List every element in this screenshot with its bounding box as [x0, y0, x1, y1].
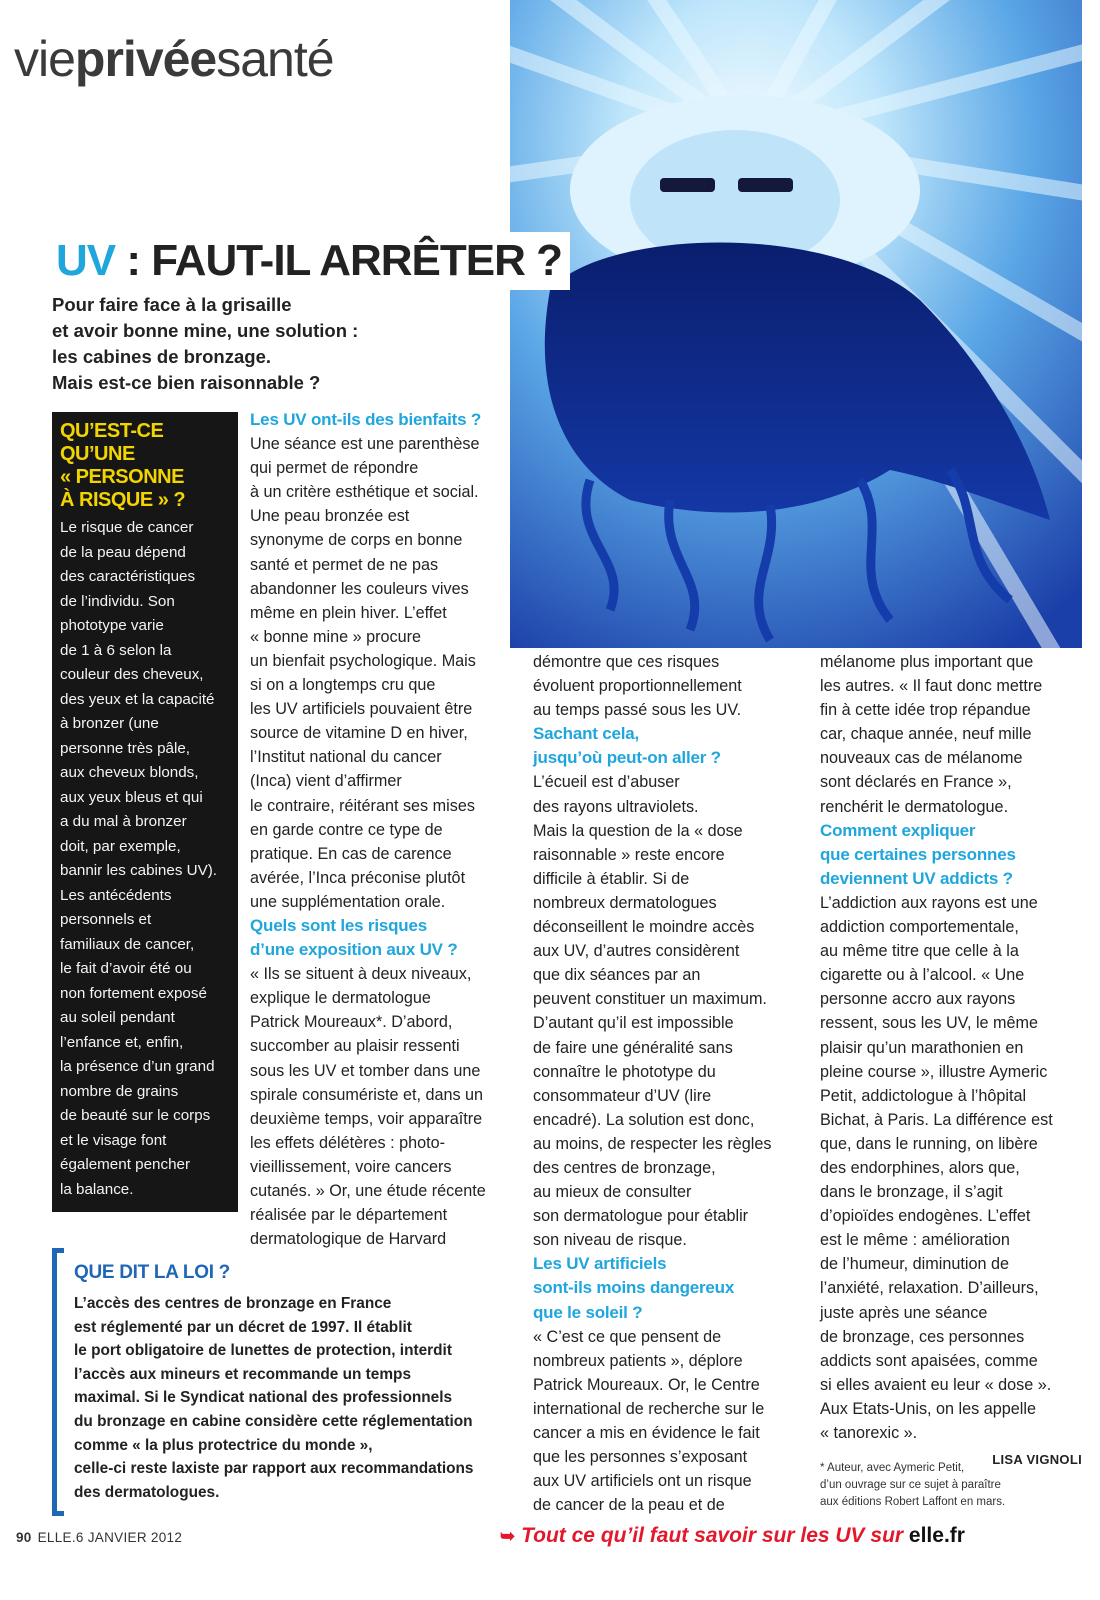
body-text-line: dans le bronzage, il s’agit	[820, 1183, 1003, 1202]
body-text-line: explique le dermatologue	[250, 989, 431, 1008]
headline-uv: UV	[56, 236, 116, 285]
body-text-line: l’anxiété, relaxation. D’ailleurs,	[820, 1279, 1039, 1298]
text-line: phototype varie	[60, 617, 164, 634]
body-text-line: les UV artificiels pouvaient être	[250, 700, 473, 719]
text-line: comme « la plus protectrice du monde »,	[74, 1436, 373, 1454]
body-text-line: Une séance est une parenthèse	[250, 435, 480, 454]
body-text-line: qui permet de répondre	[250, 459, 419, 478]
website-promo[interactable]	[500, 1524, 965, 1548]
body-text-line: de faire une généralité sans	[533, 1038, 733, 1057]
body-text-line: à un critère esthétique et social.	[250, 483, 479, 502]
arrow-icon: ➥	[500, 1526, 516, 1546]
body-text-line: source de vitamine D en hiver,	[250, 724, 468, 743]
body-text-line: fin à cette idée trop répandue	[820, 701, 1031, 720]
question-heading-line: jusqu’où peut-on aller ?	[533, 748, 721, 768]
body-text-line: peuvent constituer un maximum.	[533, 990, 767, 1009]
sidebar-title	[60, 420, 230, 512]
page-number: 90	[16, 1530, 32, 1545]
text-line: la présence d’un grand	[60, 1058, 215, 1075]
sidebar-title-line: QU’UNE	[60, 443, 135, 465]
question-heading-line: Les UV artificiels	[533, 1254, 667, 1274]
sidebar-title-line: À RISQUE » ?	[60, 489, 186, 511]
body-text-line: en garde contre ce type de	[250, 820, 443, 839]
text-line: des yeux et la capacité	[60, 690, 215, 708]
body-text-line: une supplémentation orale.	[250, 892, 446, 911]
body-text-line: le contraire, réitérant ses mises	[250, 796, 475, 815]
body-text-line: « tanorexic ».	[820, 1424, 918, 1442]
body-text-line: sont déclarés en France »,	[820, 773, 1012, 792]
text-line: maximal. Si le Syndicat national des professionnels	[74, 1389, 453, 1407]
article-column-2	[533, 650, 803, 1517]
text-line: de 1 à 6 selon la	[60, 641, 172, 659]
text-line: doit, par exemple,	[60, 837, 181, 855]
law-box-body	[74, 1292, 473, 1504]
page-folio	[16, 1530, 182, 1545]
footnote-line: * Auteur, avec Aymeric Petit,	[820, 1462, 965, 1474]
text-line: bannir les cabines UV).	[60, 862, 218, 879]
footnote	[820, 1460, 1082, 1511]
text-line: et le visage font	[60, 1131, 167, 1149]
text-line: la balance.	[60, 1180, 134, 1198]
body-text-line: au moins, de respecter les règles	[533, 1134, 772, 1153]
question-heading-line: Sachant cela,	[533, 724, 640, 744]
body-text-line: addiction comportementale,	[820, 918, 1019, 937]
body-text-line: son dermatologue pour établir	[533, 1207, 749, 1226]
body-text-line: Patrick Moureaux. Or, le Centre	[533, 1375, 760, 1394]
body-text-line: des endorphines, alors que,	[820, 1158, 1020, 1177]
text-line: l’enfance et, enfin,	[60, 1033, 184, 1051]
body-text-line: abandonner les couleurs vives	[250, 579, 469, 598]
sidebar-title-line: QU’EST-CE	[60, 420, 164, 442]
risk-person-sidebar	[52, 412, 238, 1212]
text-line: est réglementé par un décret de 1997. Il établit	[74, 1318, 412, 1336]
body-text-line: démontre que ces risques	[533, 653, 720, 671]
body-text-line: au mieux de consulter	[533, 1183, 692, 1202]
text-line: aux yeux bleus et qui	[60, 788, 203, 806]
body-text-line: « C’est ce que pensent de	[533, 1327, 722, 1346]
law-box	[52, 1248, 492, 1516]
body-text-line: les effets délétères : photo-	[250, 1133, 445, 1152]
body-text-line: Petit, addictologue à l’hôpital	[820, 1086, 1027, 1105]
question-heading-line: Les UV ont-ils des bienfaits ?	[250, 410, 482, 429]
body-text-line: l’Institut national du cancer	[250, 748, 442, 767]
rubric-part-privee: privée	[74, 31, 217, 87]
body-text-line: « Ils se situent à deux niveaux,	[250, 965, 472, 984]
sidebar-title-line: « PERSONNE	[60, 466, 184, 488]
footnote-line: d’un ouvrage sur ce sujet à paraître	[820, 1479, 1001, 1491]
text-line: L’accès des centres de bronzage en France	[74, 1295, 392, 1312]
body-text-line: réalisée par le département	[250, 1206, 448, 1225]
body-text-line: les autres. « Il faut donc mettre	[820, 677, 1043, 696]
text-line: de l’individu. Son	[60, 592, 175, 610]
body-text-line: cigarette ou à l’alcool. « Une	[820, 966, 1025, 985]
body-text-line: spirale consumériste et, dans un	[250, 1085, 484, 1104]
body-text-line: nouveaux cas de mélanome	[820, 749, 1023, 768]
body-text-line: un bienfait psychologique. Mais	[250, 651, 476, 670]
standfirst-line: et avoir bonne mine, une solution :	[52, 320, 359, 341]
body-text-line: Une peau bronzée est	[250, 507, 410, 526]
author-signature: LISA VIGNOLI	[992, 1452, 1082, 1468]
body-text-line: sous les UV et tomber dans une	[250, 1061, 481, 1080]
text-line: familiaux de cancer,	[60, 935, 195, 953]
rubric-part-vie: vie	[14, 31, 75, 87]
body-text-line: des rayons ultraviolets.	[533, 797, 699, 816]
text-line: du bronzage en cabine considère cette réglementation	[74, 1412, 473, 1430]
text-line: de beauté sur le corps	[60, 1107, 211, 1124]
text-line: non fortement exposé	[60, 984, 207, 1002]
body-text-line: aux UV artificiels ont un risque	[533, 1472, 752, 1491]
body-text-line: nombreux patients », déplore	[533, 1351, 743, 1370]
body-text-line: dermatologique de Harvard	[250, 1230, 447, 1249]
body-text-line: de cancer de la peau et de	[533, 1496, 725, 1515]
section-rubric	[14, 30, 334, 88]
question-heading-line: sont-ils moins dangereux	[533, 1278, 735, 1298]
body-text-line: international de recherche sur le	[533, 1399, 765, 1418]
body-text-line: difficile à établir. Si de	[533, 869, 690, 888]
body-text-line: que, dans le running, on libère	[820, 1134, 1038, 1153]
body-text-line: que les personnes s’exposant	[533, 1448, 748, 1467]
question-heading-line: deviennent UV addicts ?	[820, 868, 1013, 888]
question-heading-line: que le soleil ?	[533, 1302, 643, 1322]
text-line: Le risque de cancer	[60, 519, 194, 536]
standfirst-line: Mais est-ce bien raisonnable ?	[52, 372, 321, 393]
body-text-line: nombreux dermatologues	[533, 893, 717, 912]
body-text-line: car, chaque année, neuf mille	[820, 725, 1032, 744]
text-line: a du mal à bronzer	[60, 813, 187, 830]
text-line: aux cheveux blonds,	[60, 764, 199, 781]
body-text-line: pleine course », illustre Aymeric	[820, 1062, 1048, 1081]
body-text-line: consommateur d’UV (lire	[533, 1086, 712, 1105]
text-line: au soleil pendant	[60, 1009, 175, 1026]
body-text-line: déconseillent le moindre accès	[533, 918, 755, 937]
tanning-bed-illustration	[510, 0, 1082, 648]
text-line: également pencher	[60, 1156, 191, 1173]
text-line: nombre de grains	[60, 1082, 179, 1100]
text-line: à bronzer (une	[60, 715, 159, 732]
text-line: des dermatologues.	[74, 1483, 220, 1501]
text-line: couleur des cheveux,	[60, 666, 204, 683]
body-text-line: est le même : amélioration	[820, 1231, 1010, 1250]
body-text-line: avérée, l’Inca préconise plutôt	[250, 868, 466, 887]
rubric-part-sante: santé	[216, 31, 334, 87]
body-text-line: Aux Etats-Unis, on les appelle	[820, 1399, 1036, 1418]
body-text-line: deuxième temps, voir apparaître	[250, 1109, 483, 1128]
body-text-line: même en plein hiver. L’effet	[250, 603, 447, 622]
text-line: Les antécédents	[60, 886, 172, 904]
tanning-bed-photo	[510, 0, 1082, 648]
body-text-line: L’écueil est d’abuser	[533, 773, 680, 792]
body-text-line: mélanome plus important que	[820, 653, 1034, 671]
text-line: personnels et	[60, 911, 152, 928]
body-text-line: succomber au plaisir ressenti	[250, 1037, 460, 1056]
body-text-line: son niveau de risque.	[533, 1231, 687, 1250]
law-box-bracket	[52, 1248, 64, 1516]
text-line: celle-ci reste laxiste par rapport aux recommandations	[74, 1460, 474, 1478]
body-text-line: encadré). La solution est donc,	[533, 1110, 755, 1129]
text-line: personne très pâle,	[60, 739, 191, 757]
standfirst-line: les cabines de bronzage.	[52, 346, 271, 367]
text-line: le port obligatoire de lunettes de protection, interdit	[74, 1342, 452, 1360]
footnote-line: aux éditions Robert Laffont en mars.	[820, 1496, 1006, 1508]
body-text-line: des centres de bronzage,	[533, 1158, 716, 1177]
body-text-line: addicts sont apaisées, comme	[820, 1351, 1038, 1370]
promo-site-link[interactable]: elle.fr	[908, 1524, 965, 1547]
body-text-line: d’opioïdes endogènes. L’effet	[820, 1207, 1031, 1226]
text-line: de la peau dépend	[60, 543, 186, 561]
body-text-line: aux UV, d’autres considèrent	[533, 942, 740, 961]
question-heading-line: Comment expliquer	[820, 820, 976, 840]
body-text-line: cancer a mis en évidence le fait	[533, 1424, 760, 1442]
law-box-title: QUE DIT LA LOI ?	[74, 1262, 230, 1283]
article-column-3	[820, 650, 1082, 1472]
body-text-line: juste après une séance	[820, 1303, 988, 1322]
body-text-line: que dix séances par an	[533, 966, 701, 985]
body-text-line: si on a longtemps cru que	[250, 676, 436, 695]
standfirst-line: Pour faire face à la grisaille	[52, 294, 292, 315]
body-text-line: cutanés. » Or, une étude récente	[250, 1182, 486, 1200]
body-text-line: au même titre que celle à la	[820, 942, 1019, 961]
text-line: l’accès aux mineurs et recommande un temps	[74, 1365, 412, 1383]
body-text-line: si elles avaient eu leur « dose ».	[820, 1375, 1052, 1394]
body-text-line: vieillissement, voire cancers	[250, 1157, 452, 1176]
article-column-1	[250, 408, 512, 1251]
headline-question: : FAUT-IL ARRÊTER ?	[115, 236, 563, 285]
body-text-line: personne accro aux rayons	[820, 990, 1016, 1009]
article-column-3-text	[820, 650, 1082, 1445]
sidebar-body	[60, 516, 230, 1202]
body-text-line: pratique. En cas de carence	[250, 844, 452, 863]
body-text-line: évoluent proportionnellement	[533, 677, 742, 696]
body-text-line: plaisir qu’un marathonien en	[820, 1038, 1024, 1057]
body-text-line: connaître le phototype du	[533, 1062, 716, 1081]
standfirst	[52, 292, 432, 396]
text-line: le fait d’avoir été ou	[60, 960, 192, 977]
body-text-line: au temps passé sous les UV.	[533, 701, 742, 720]
question-heading-line: Quels sont les risques	[250, 915, 427, 935]
text-line: des caractéristiques	[60, 568, 196, 585]
body-text-line: D’autant qu’il est impossible	[533, 1014, 734, 1033]
body-text-line: de l’humeur, diminution de	[820, 1255, 1009, 1274]
body-text-line: (Inca) vient d’affirmer	[250, 772, 402, 791]
body-text-line: santé et permet de ne pas	[250, 555, 439, 574]
body-text-line: Bichat, à Paris. La différence est	[820, 1110, 1053, 1129]
issue-date: ELLE.6 JANVIER 2012	[37, 1530, 183, 1545]
body-text-line: raisonnable » reste encore	[533, 845, 725, 864]
body-text-line: synonyme de corps en bonne	[250, 531, 463, 550]
promo-text: Tout ce qu’il faut savoir sur les UV sur	[521, 1524, 909, 1547]
question-heading-line: d’une exposition aux UV ?	[250, 940, 458, 960]
body-text-line: renchérit le dermatologue.	[820, 797, 1009, 816]
question-heading-line: que certaines personnes	[820, 844, 1016, 864]
headline	[52, 232, 570, 290]
body-text-line: « bonne mine » procure	[250, 627, 421, 646]
body-text-line: ressent, sous les UV, le même	[820, 1014, 1039, 1033]
body-text-line: Mais la question de la « dose	[533, 821, 743, 840]
body-text-line: L’addiction aux rayons est une	[820, 893, 1038, 912]
body-text-line: Patrick Moureaux*. D’abord,	[250, 1013, 453, 1032]
body-text-line: de bronzage, ces personnes	[820, 1327, 1025, 1346]
